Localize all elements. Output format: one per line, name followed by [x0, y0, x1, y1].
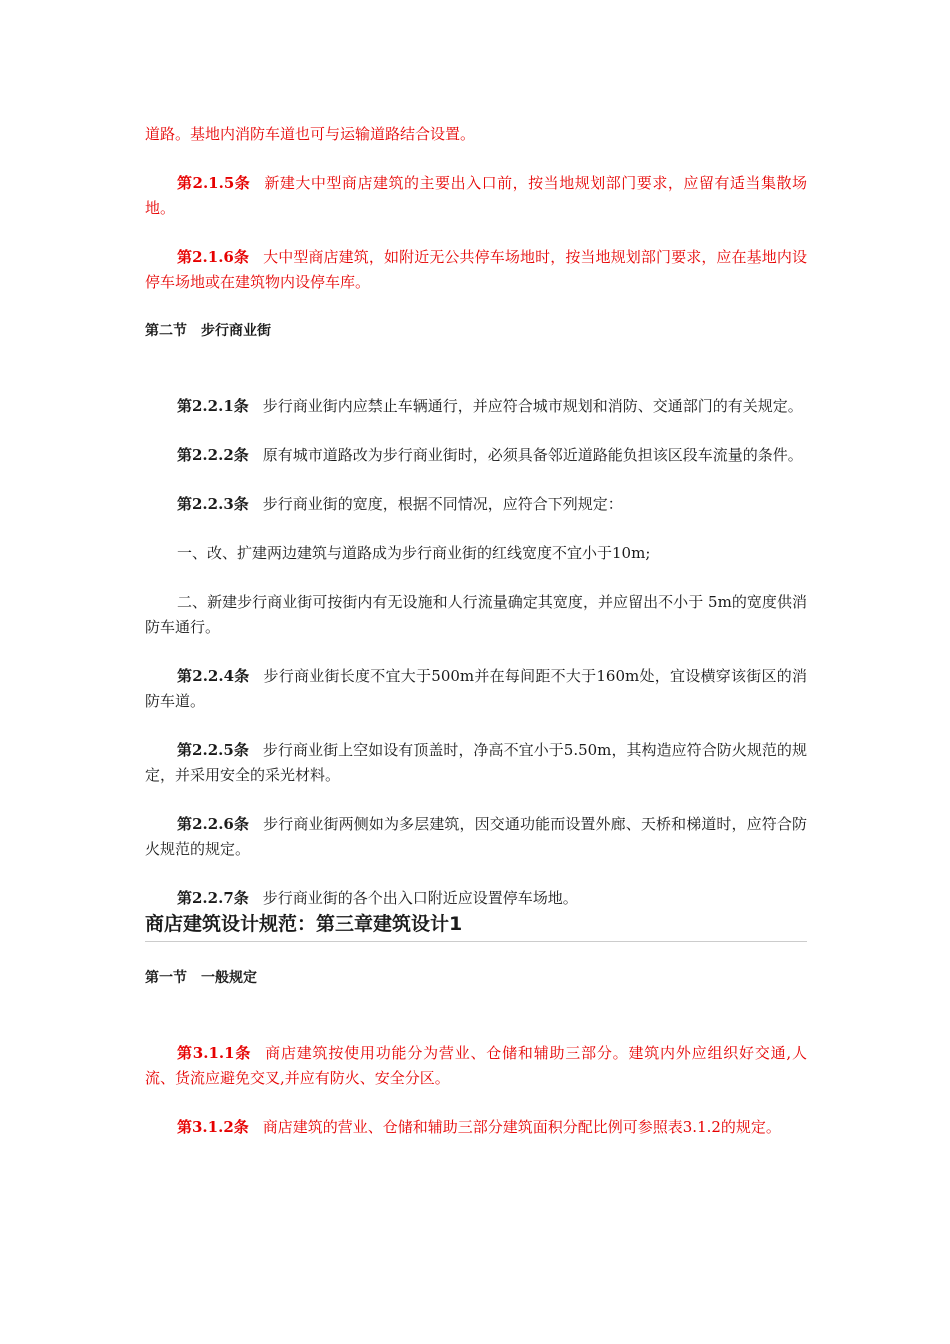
clause-label: 第2.2.1条	[177, 397, 249, 415]
clause-2-2-4	[145, 664, 807, 714]
list-item-2: 二、新建步行商业街可按街内有无设施和人行流量确定其宽度，并应留出不小于 5m的宽度供消防车通行。	[145, 593, 807, 636]
clause-text: 商店建筑的营业、仓储和辅助三部分建筑面积分配比例可参照表3.1.2的规定。	[262, 1118, 781, 1136]
clause-2-2-7	[145, 886, 807, 911]
clause-text: 步行商业街上空如设有顶盖时，净高不宜小于5.50m，其构造应符合防火规范的规定，并采用安全的采光材料。	[145, 741, 807, 784]
clause-3-1-1	[145, 1041, 807, 1091]
chapter-title: 商店建筑设计规范：第三章建筑设计1	[145, 911, 807, 942]
clause-2-2-1	[145, 394, 807, 419]
clause-label: 第2.2.2条	[177, 446, 249, 464]
clause-text: 步行商业街两侧如为多层建筑，因交通功能而设置外廊、天桥和梯道时，应符合防火规范的规定。	[145, 815, 807, 858]
clause-2-2-6	[145, 812, 807, 862]
clause-label: 第2.2.6条	[177, 815, 250, 833]
clause-2-2-3	[145, 492, 807, 517]
clause-2-2-2	[145, 443, 807, 468]
clause-text: 商店建筑按使用功能分为营业、仓储和辅助三部分。建筑内外应组织好交通,人流、货流应避免交叉,并应有防火、安全分区。	[145, 1044, 807, 1087]
clause-2-1-5	[145, 171, 807, 221]
document-page	[145, 122, 807, 1140]
clause-label: 第2.2.5条	[177, 741, 249, 759]
section-heading: 第一节 一般规定	[145, 970, 257, 986]
clause-label: 第3.1.1条	[177, 1044, 252, 1062]
clause-text: 大中型商店建筑，如附近无公共停车场地时，按当地规划部门要求，应在基地内设停车场地或在建筑物内设停车库。	[145, 248, 807, 291]
clause-text: 新建大中型商店建筑的主要出入口前，按当地规划部门要求，应留有适当集散场地。	[145, 174, 807, 217]
clause-label: 第2.2.4条	[177, 667, 250, 685]
list-item-1: 一、改、扩建两边建筑与道路成为步行商业街的红线宽度不宜小于10m;	[177, 544, 651, 562]
section-heading: 第二节 步行商业街	[145, 323, 271, 339]
clause-3-1-2	[145, 1115, 807, 1140]
clause-2-2-5	[145, 738, 807, 788]
clause-label: 第3.1.2条	[177, 1118, 249, 1136]
clause-text: 步行商业街的各个出入口附近应设置停车场地。	[262, 889, 578, 907]
clause-label: 第2.1.6条	[177, 248, 250, 266]
clause-2-1-4-continuation: 道路。基地内消防车道也可与运输道路结合设置。	[145, 125, 476, 143]
clause-text: 原有城市道路改为步行商业街时，必须具备邻近道路能负担该区段车流量的条件。	[262, 446, 803, 464]
clause-2-1-6	[145, 245, 807, 295]
clause-label: 第2.2.7条	[177, 889, 249, 907]
clause-text: 步行商业街长度不宜大于500m并在每间距不大于160m处，宜设横穿该街区的消防车道。	[145, 667, 807, 710]
clause-label: 第2.2.3条	[177, 495, 249, 513]
clause-text: 步行商业街内应禁止车辆通行，并应符合城市规划和消防、交通部门的有关规定。	[262, 397, 803, 415]
clause-text: 步行商业街的宽度，根据不同情况，应符合下列规定：	[262, 495, 623, 513]
clause-label: 第2.1.5条	[177, 174, 251, 192]
